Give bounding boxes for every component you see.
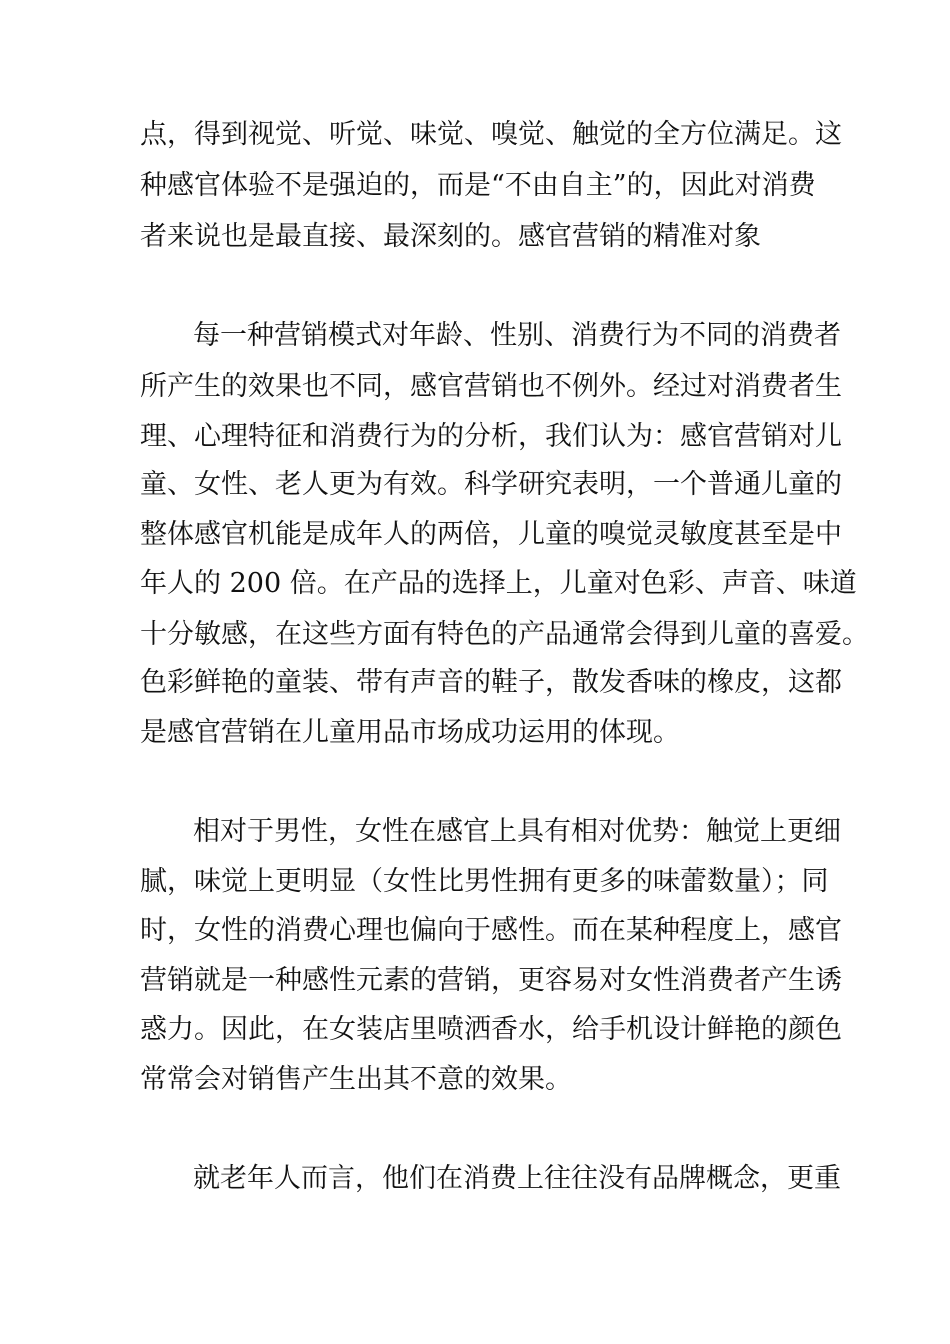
paragraph-1-line-1: 点，得到视觉、听觉、味觉、嗅觉、触觉的全方位满足。这 xyxy=(140,119,842,150)
paragraph-2-line-2: 所产生的效果也不同，感官营销也不例外。经过对消费者生 xyxy=(140,371,842,402)
paragraph-3-line-1: 相对于男性，女性在感官上具有相对优势：触觉上更细 xyxy=(193,816,841,847)
paragraph-3-line-3: 时，女性的消费心理也偏向于感性。而在某种程度上，感官 xyxy=(140,915,842,946)
paragraph-3-line-6: 常常会对销售产生出其不意的效果。 xyxy=(140,1064,572,1095)
paragraph-2-line-6: 年人的 200 倍。在产品的选择上，儿童对色彩、声音、味道 xyxy=(140,568,857,599)
paragraph-2-line-7: 十分敏感，在这些方面有特色的产品通常会得到儿童的喜爱。 xyxy=(140,619,869,650)
paragraph-1-line-2: 种感官体验不是强迫的，而是“不由自主”的，因此对消费 xyxy=(140,170,816,201)
paragraph-2-line-1: 每一种营销模式对年龄、性别、消费行为不同的消费者 xyxy=(193,320,841,351)
paragraph-3-line-5: 惑力。因此，在女装店里喷洒香水，给手机设计鲜艳的颜色 xyxy=(140,1014,842,1045)
paragraph-2-line-5: 整体感官机能是成年人的两倍，儿童的嗅觉灵敏度甚至是中 xyxy=(140,519,842,550)
paragraph-2-line-4: 童、女性、老人更为有效。科学研究表明，一个普通儿童的 xyxy=(140,469,842,500)
paragraph-1-line-3: 者来说也是最直接、最深刻的。感官营销的精准对象 xyxy=(140,221,761,252)
paragraph-2-line-8: 色彩鲜艳的童装、带有声音的鞋子，散发香味的橡皮，这都 xyxy=(140,667,842,698)
paragraph-2-line-3: 理、心理特征和消费行为的分析，我们认为：感官营销对儿 xyxy=(140,421,842,452)
paragraph-4-line-1: 就老年人而言，他们在消费上往往没有品牌概念，更重 xyxy=(193,1163,841,1194)
paragraph-2-line-9: 是感官营销在儿童用品市场成功运用的体现。 xyxy=(140,717,680,748)
paragraph-3-line-4: 营销就是一种感性元素的营销，更容易对女性消费者产生诱 xyxy=(140,965,842,996)
paragraph-3-line-2: 腻，味觉上更明显（女性比男性拥有更多的味蕾数量）；同 xyxy=(140,866,829,897)
